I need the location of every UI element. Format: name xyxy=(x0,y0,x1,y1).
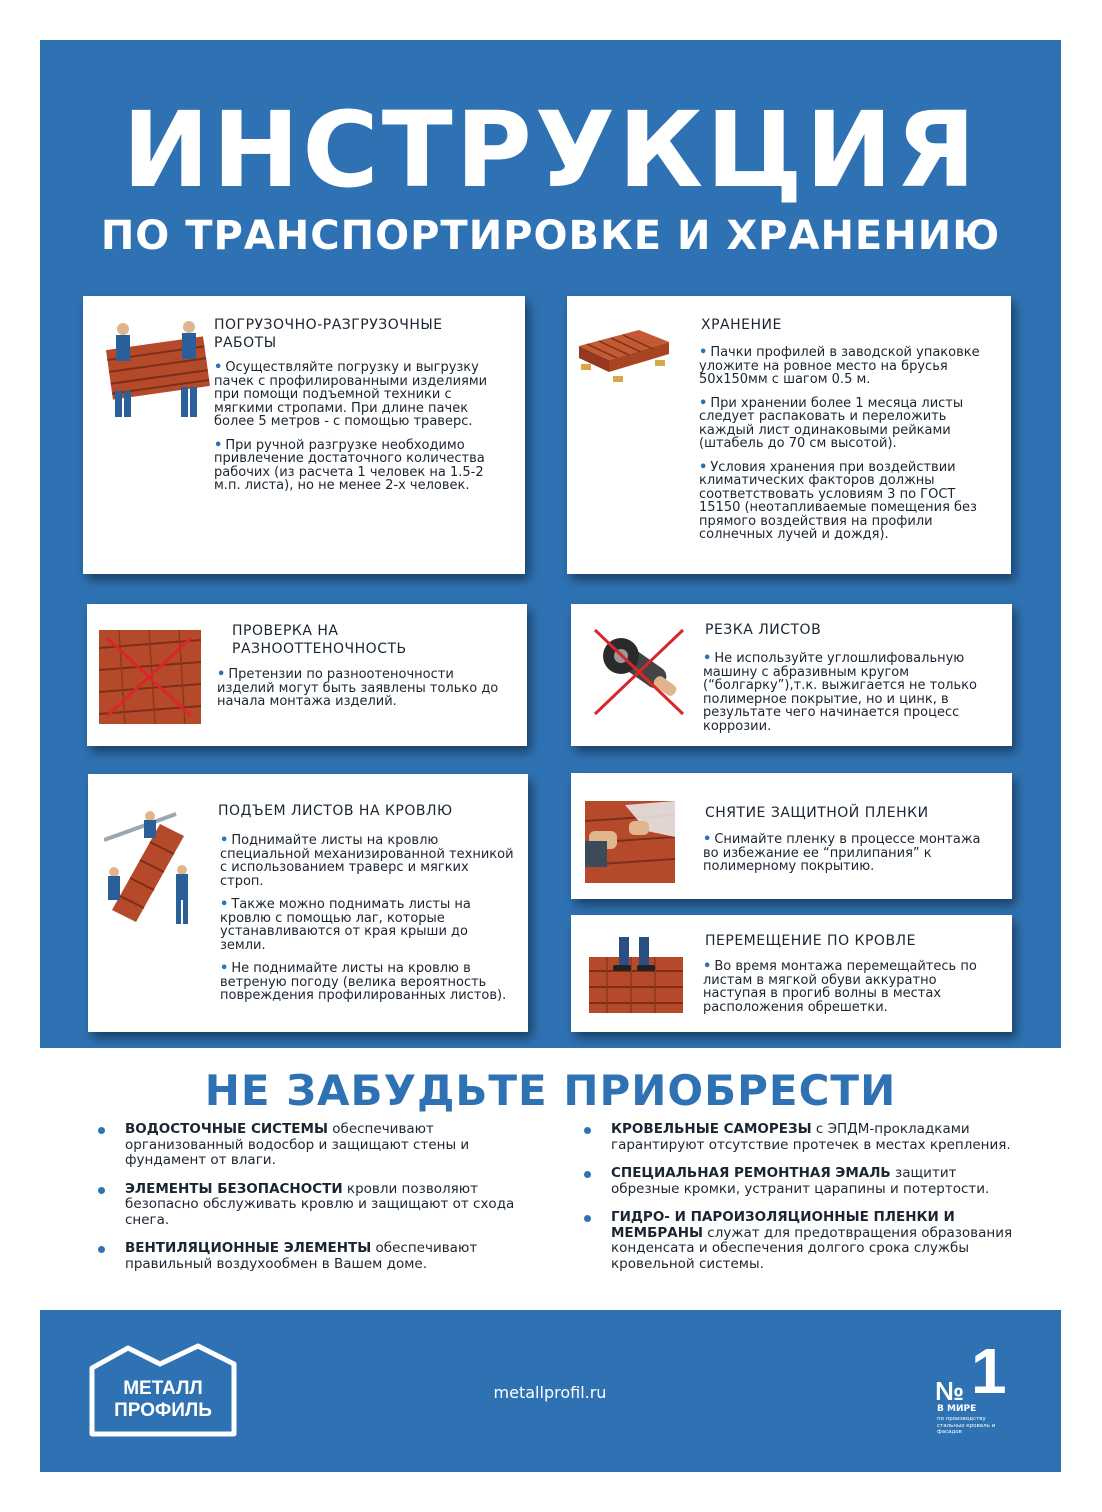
card-film-removal xyxy=(571,773,1012,899)
item-bold: ВОДОСТОЧНЫЕ СИСТЕМЫ xyxy=(125,1121,328,1137)
card-list xyxy=(703,960,999,1024)
card-title-line: ПОГРУЗОЧНО-РАЗГРУЗОЧНЫЕ xyxy=(214,317,443,333)
peeling-film-illustration xyxy=(585,801,675,883)
card-title: СНЯТИЕ ЗАЩИТНОЙ ПЛЕНКИ xyxy=(705,805,929,821)
list-item: • Поднимайте листы на кровлю специальной механизированной техникой с использованием траверс и мягких строп. xyxy=(220,834,516,888)
page-subtitle: ПО ТРАНСПОРТИРОВКЕ И ХРАНЕНИЮ xyxy=(100,213,1001,259)
card-loading xyxy=(83,296,525,574)
stacked-sheets-illustration xyxy=(579,324,669,384)
card-title: РЕЗКА ЛИСТОВ xyxy=(705,622,822,638)
logo-text-line2: ПРОФИЛЬ xyxy=(114,1400,212,1421)
list-item: • Не используйте углошлифовальную машину с абразивным кругом (“болгарку”),т.к. выжигается не только полимерное покрытие, но и цинк, в результате чего начинается процесс коррозии. xyxy=(703,652,999,733)
card-title-line: РАЗНООТТЕНОЧНОСТЬ xyxy=(232,641,407,657)
list-item: • Также можно поднимать листы на кровлю с помощью лаг, которые устанавливаются от края крыши до земли. xyxy=(220,898,516,952)
item-text: защитит обрезные кромки, устранит царапины и потертости. xyxy=(611,1165,990,1197)
item-bold: ЭЛЕМЕНТЫ БЕЗОПАСНОСТИ xyxy=(125,1180,343,1197)
card-title: ПОДЪЕМ ЛИСТОВ НА КРОВЛЮ xyxy=(218,803,453,819)
card-lifting xyxy=(88,774,528,1032)
list-item: • При ручной разгрузке необходимо привлечение достаточного количества рабочих (из расчета 1 человек на 1.5-2 м.п. листа), но не менее 2-х человек. xyxy=(214,439,512,493)
card-walking xyxy=(571,915,1012,1032)
badge-world: В МИРЕ xyxy=(937,1404,977,1414)
list-item xyxy=(98,1122,518,1169)
list-item: • Во время монтажа перемещайтесь по листам в мягкой обуви аккуратно наступая в прогиб волны в местах расположения обрешетки. xyxy=(703,960,999,1014)
card-storage xyxy=(567,296,1011,574)
reminder-list-right xyxy=(584,1122,1024,1285)
item-bold: ВЕНТИЛЯЦИОННЫЕ ЭЛЕМЕНТЫ xyxy=(125,1240,372,1256)
lifting-sheets-to-roof-illustration xyxy=(104,810,208,926)
card-list xyxy=(217,668,513,719)
reminder-title: НЕ ЗАБУДЬТЕ ПРИОБРЕСТИ xyxy=(204,1066,897,1115)
card-list xyxy=(703,652,999,743)
list-item xyxy=(584,1166,1024,1197)
badge-one: 1 xyxy=(971,1335,1007,1407)
item-bold: КРОВЕЛЬНЫЕ САМОРЕЗЫ xyxy=(611,1121,812,1137)
tile-crossed-illustration xyxy=(99,630,201,724)
logo-text-line1: МЕТАЛЛ xyxy=(123,1378,203,1399)
metallprofil-logo xyxy=(88,1340,238,1440)
angle-grinder-crossed-illustration xyxy=(591,626,687,718)
badge-caption: по производству стальных кровель и фасадов xyxy=(937,1416,996,1435)
badge-no: № xyxy=(935,1376,964,1406)
workers-carrying-sheet-illustration xyxy=(105,321,211,421)
item-text: обеспечивают правильный воздухообмен в Вашем доме. xyxy=(125,1240,478,1272)
list-item: • Не поднимайте листы на кровлю в ветреную погоду (велика вероятность повреждения профилированных листов). xyxy=(220,962,516,1003)
list-item xyxy=(584,1122,1024,1153)
card-list xyxy=(703,833,999,884)
item-bold: ГИДРО- И ПАРОИЗОЛЯЦИОННЫЕ ПЛЕНКИ И МЕМБРАНЫ xyxy=(611,1209,955,1241)
card-title-line: РАБОТЫ xyxy=(214,335,277,351)
card-list xyxy=(214,361,512,503)
card-shade-check xyxy=(87,604,527,746)
list-item: • Пачки профилей в заводской упаковке уложите на ровное место на брусья 50х150мм с шагом 0.5 м. xyxy=(699,346,995,387)
card-title: ПЕРЕМЕЩЕНИЕ ПО КРОВЛЕ xyxy=(705,933,916,949)
walking-on-roof-illustration xyxy=(589,937,683,1013)
page-title: ИНСТРУКЦИЯ xyxy=(122,89,979,211)
list-item xyxy=(98,1241,518,1272)
list-item: • Снимайте пленку в процессе монтажа во избежание ее “прилипания” к полимерному покрытию. xyxy=(703,833,999,874)
card-title: ХРАНЕНИЕ xyxy=(701,317,782,333)
item-text: служат для предотвращения образования конденсата и обеспечения долгого срока службы кровельной системы. xyxy=(611,1224,1013,1272)
list-item: • При хранении более 1 месяца листы следует распаковать и переложить каждый лист одинаковыми рейками (штабель до 70 см высотой). xyxy=(699,397,995,451)
reminder-panel xyxy=(40,1048,1061,1310)
card-cutting xyxy=(571,604,1012,746)
card-title-line: ПРОВЕРКА НА xyxy=(232,623,339,639)
item-text: обеспечивают организованный водосбор и защищают стены и фундамент от влаги. xyxy=(125,1121,470,1168)
card-list xyxy=(699,346,995,552)
list-item xyxy=(584,1210,1024,1272)
list-item: • Претензии по разноотеночности изделий могут быть заявлены только до начала монтажа изделий. xyxy=(217,668,513,709)
list-item xyxy=(98,1182,518,1229)
card-list xyxy=(220,834,516,1013)
list-item: • Осуществляйте погрузку и выгрузку пачек с профилированными изделиями при помощи подъемной техники с мягкими стропами. При длине пачек более 5 метров - с помощью траверс. xyxy=(214,361,512,429)
item-text: кровли позволяют безопасно обслуживать кровлю и защищают от схода снега. xyxy=(125,1180,515,1228)
reminder-list-left xyxy=(98,1122,518,1285)
list-item: • Условия хранения при воздействии климатических факторов должны соответствовать условиям 3 по ГОСТ 15150 (неотапливаемые помещения без прямого воздействия на профили солнечных лучей и дождя). xyxy=(699,461,995,542)
website-link[interactable]: metallprofil.ru xyxy=(493,1383,607,1402)
item-text: с ЭПДМ-прокладками гарантируют отсутствие протечек в местах крепления. xyxy=(611,1121,1011,1153)
item-bold: СПЕЦИАЛЬНАЯ РЕМОНТНАЯ ЭМАЛЬ xyxy=(611,1165,891,1181)
